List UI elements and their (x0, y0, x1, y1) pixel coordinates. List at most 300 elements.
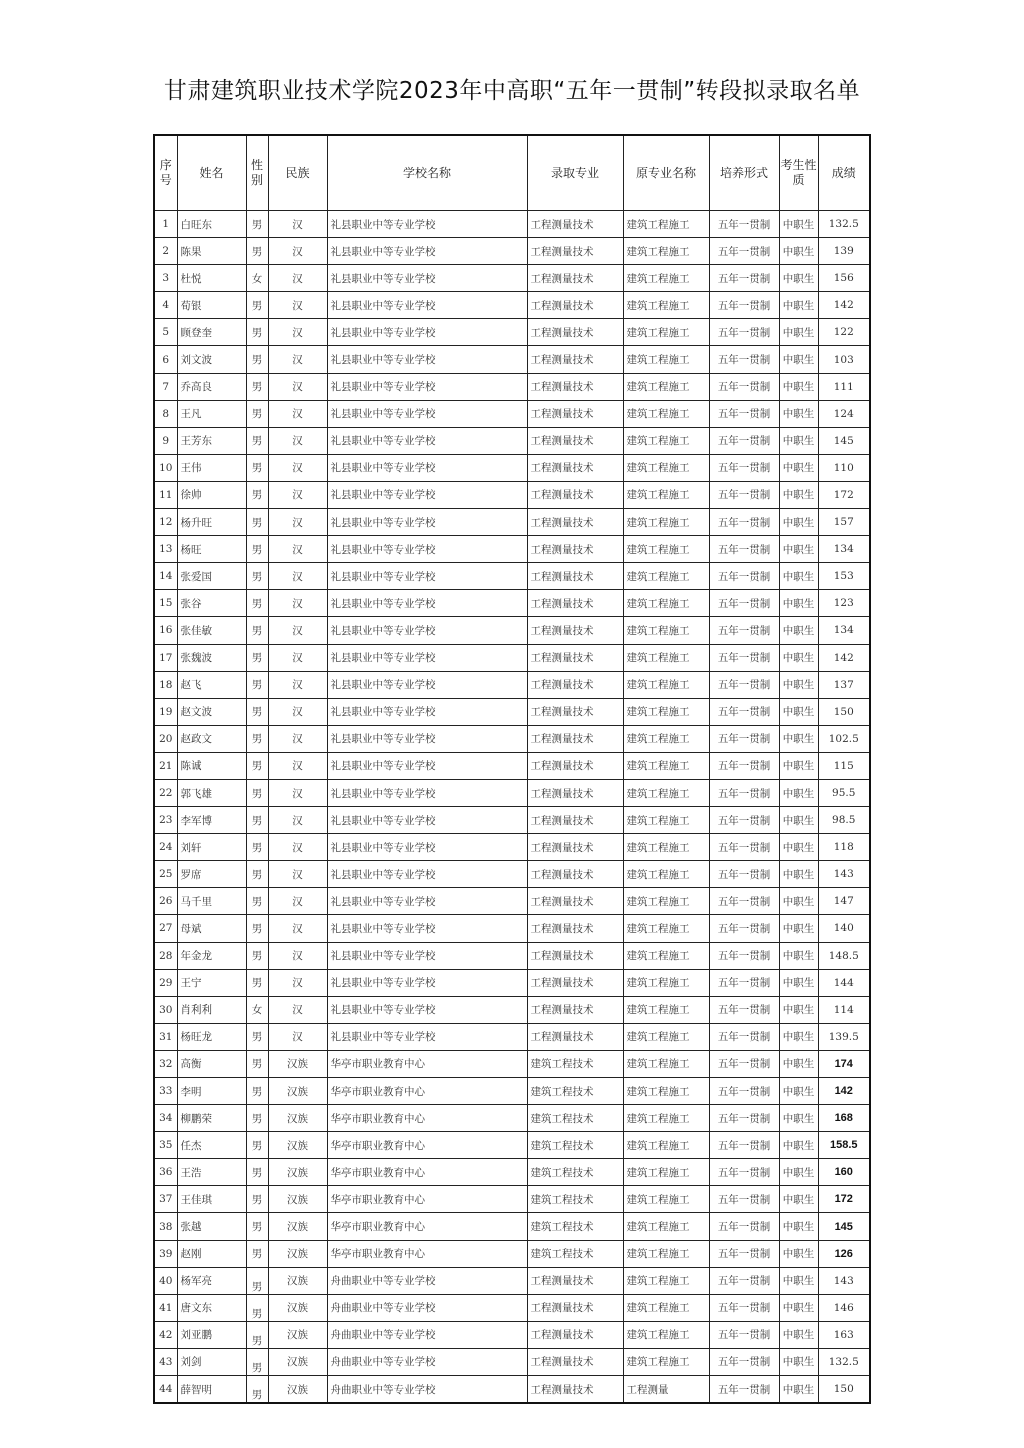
cell-gender: 男 (246, 1105, 268, 1132)
cell-name: 杜悦 (177, 265, 246, 292)
cell-student-type: 中职生 (779, 644, 818, 671)
cell-name: 赵文波 (177, 698, 246, 725)
cell-name: 王宁 (177, 969, 246, 996)
cell-ethnicity: 汉 (268, 888, 327, 915)
column-header-seq-no: 序号 (154, 135, 177, 211)
cell-ethnicity: 汉 (268, 563, 327, 590)
cell-score: 102.5 (818, 725, 870, 752)
cell-student-type: 中职生 (779, 1376, 818, 1404)
cell-school-name: 礼县职业中等专业学校 (327, 996, 527, 1023)
cell-training-form: 五年一贯制 (709, 1294, 779, 1321)
cell-original-major: 建筑工程施工 (623, 1078, 709, 1105)
cell-seq-no: 40 (154, 1267, 177, 1294)
cell-gender: 男 (246, 1240, 268, 1267)
cell-training-form: 五年一贯制 (709, 536, 779, 563)
cell-score: 160 (818, 1159, 870, 1186)
cell-admitted-major: 建筑工程技术 (527, 1132, 623, 1159)
cell-seq-no: 44 (154, 1376, 177, 1404)
table-row (154, 292, 870, 319)
cell-training-form: 五年一贯制 (709, 1050, 779, 1077)
cell-original-major: 建筑工程施工 (623, 1240, 709, 1267)
cell-ethnicity: 汉族 (268, 1132, 327, 1159)
cell-school-name: 礼县职业中等专业学校 (327, 915, 527, 942)
cell-name: 柳鹏荣 (177, 1105, 246, 1132)
cell-seq-no: 16 (154, 617, 177, 644)
cell-training-form: 五年一贯制 (709, 698, 779, 725)
cell-school-name: 礼县职业中等专业学校 (327, 969, 527, 996)
cell-seq-no: 11 (154, 481, 177, 508)
cell-school-name: 舟曲职业中等专业学校 (327, 1348, 527, 1375)
table-row (154, 671, 870, 698)
cell-school-name: 礼县职业中等专业学校 (327, 617, 527, 644)
document-title: 甘肃建筑职业技术学院2023年中高职“五年一贯制”转段拟录取名单 (163, 78, 861, 104)
cell-training-form: 五年一贯制 (709, 346, 779, 373)
cell-seq-no: 24 (154, 834, 177, 861)
cell-student-type: 中职生 (779, 536, 818, 563)
cell-ethnicity: 汉 (268, 671, 327, 698)
cell-original-major: 建筑工程施工 (623, 590, 709, 617)
cell-admitted-major: 工程测量技术 (527, 915, 623, 942)
table-row (154, 238, 870, 265)
cell-school-name: 礼县职业中等专业学校 (327, 563, 527, 590)
cell-admitted-major: 工程测量技术 (527, 427, 623, 454)
cell-gender: 男 (246, 509, 268, 536)
cell-original-major: 建筑工程施工 (623, 752, 709, 779)
cell-score: 150 (818, 698, 870, 725)
cell-training-form: 五年一贯制 (709, 996, 779, 1023)
cell-ethnicity: 汉族 (268, 1078, 327, 1105)
cell-original-major: 建筑工程施工 (623, 1213, 709, 1240)
table-row (154, 1132, 870, 1159)
cell-seq-no: 22 (154, 779, 177, 806)
column-header-score: 成绩 (818, 135, 870, 211)
cell-school-name: 礼县职业中等专业学校 (327, 861, 527, 888)
cell-original-major: 建筑工程施工 (623, 644, 709, 671)
cell-gender: 男 (246, 1348, 268, 1375)
cell-gender: 男 (246, 1294, 268, 1321)
cell-score: 137 (818, 671, 870, 698)
cell-admitted-major: 工程测量技术 (527, 807, 623, 834)
cell-ethnicity: 汉族 (268, 1348, 327, 1375)
cell-admitted-major: 工程测量技术 (527, 969, 623, 996)
cell-admitted-major: 建筑工程技术 (527, 1105, 623, 1132)
cell-school-name: 礼县职业中等专业学校 (327, 346, 527, 373)
cell-admitted-major: 工程测量技术 (527, 319, 623, 346)
cell-ethnicity: 汉 (268, 725, 327, 752)
cell-ethnicity: 汉族 (268, 1240, 327, 1267)
column-header-original-major: 原专业名称 (623, 135, 709, 211)
cell-original-major: 建筑工程施工 (623, 1023, 709, 1050)
cell-seq-no: 17 (154, 644, 177, 671)
table-row (154, 752, 870, 779)
cell-name: 张谷 (177, 590, 246, 617)
cell-school-name: 礼县职业中等专业学校 (327, 779, 527, 806)
cell-score: 163 (818, 1321, 870, 1348)
cell-name: 徐帅 (177, 481, 246, 508)
cell-school-name: 礼县职业中等专业学校 (327, 752, 527, 779)
cell-score: 123 (818, 590, 870, 617)
cell-original-major: 建筑工程施工 (623, 1159, 709, 1186)
cell-admitted-major: 工程测量技术 (527, 373, 623, 400)
cell-school-name: 礼县职业中等专业学校 (327, 265, 527, 292)
cell-student-type: 中职生 (779, 915, 818, 942)
cell-name: 母斌 (177, 915, 246, 942)
cell-ethnicity: 汉 (268, 617, 327, 644)
cell-gender: 男 (246, 292, 268, 319)
cell-training-form: 五年一贯制 (709, 617, 779, 644)
cell-student-type: 中职生 (779, 1294, 818, 1321)
cell-gender: 男 (246, 1159, 268, 1186)
cell-ethnicity: 汉族 (268, 1159, 327, 1186)
cell-name: 杨旺龙 (177, 1023, 246, 1050)
cell-original-major: 建筑工程施工 (623, 400, 709, 427)
cell-original-major: 建筑工程施工 (623, 509, 709, 536)
cell-gender: 男 (246, 969, 268, 996)
cell-training-form: 五年一贯制 (709, 1213, 779, 1240)
cell-original-major: 建筑工程施工 (623, 969, 709, 996)
cell-original-major: 建筑工程施工 (623, 725, 709, 752)
cell-score: 122 (818, 319, 870, 346)
cell-original-major: 建筑工程施工 (623, 211, 709, 238)
cell-school-name: 礼县职业中等专业学校 (327, 1023, 527, 1050)
cell-seq-no: 39 (154, 1240, 177, 1267)
cell-ethnicity: 汉族 (268, 1213, 327, 1240)
cell-original-major: 建筑工程施工 (623, 942, 709, 969)
cell-seq-no: 25 (154, 861, 177, 888)
cell-admitted-major: 工程测量技术 (527, 942, 623, 969)
table-row (154, 373, 870, 400)
cell-ethnicity: 汉 (268, 644, 327, 671)
table-row (154, 1240, 870, 1267)
cell-gender: 男 (246, 211, 268, 238)
cell-score: 156 (818, 265, 870, 292)
column-header-admitted-major: 录取专业 (527, 135, 623, 211)
cell-score: 114 (818, 996, 870, 1023)
cell-score: 118 (818, 834, 870, 861)
cell-admitted-major: 工程测量技术 (527, 698, 623, 725)
cell-original-major: 建筑工程施工 (623, 861, 709, 888)
cell-original-major: 建筑工程施工 (623, 373, 709, 400)
cell-name: 赵飞 (177, 671, 246, 698)
table-row (154, 1050, 870, 1077)
cell-student-type: 中职生 (779, 1159, 818, 1186)
cell-admitted-major: 工程测量技术 (527, 1294, 623, 1321)
cell-name: 赵刚 (177, 1240, 246, 1267)
cell-original-major: 建筑工程施工 (623, 563, 709, 590)
table-row (154, 779, 870, 806)
cell-admitted-major: 工程测量技术 (527, 1321, 623, 1348)
cell-name: 李军博 (177, 807, 246, 834)
cell-training-form: 五年一贯制 (709, 454, 779, 481)
cell-original-major: 建筑工程施工 (623, 1294, 709, 1321)
table-row (154, 1186, 870, 1213)
cell-original-major: 建筑工程施工 (623, 1321, 709, 1348)
cell-student-type: 中职生 (779, 1050, 818, 1077)
cell-ethnicity: 汉族 (268, 1186, 327, 1213)
cell-training-form: 五年一贯制 (709, 590, 779, 617)
cell-original-major: 建筑工程施工 (623, 1186, 709, 1213)
cell-name: 白旺东 (177, 211, 246, 238)
cell-admitted-major: 工程测量技术 (527, 617, 623, 644)
cell-name: 张越 (177, 1213, 246, 1240)
cell-seq-no: 6 (154, 346, 177, 373)
cell-score: 139 (818, 238, 870, 265)
cell-ethnicity: 汉 (268, 1023, 327, 1050)
cell-school-name: 华亭市职业教育中心 (327, 1105, 527, 1132)
admission-list-table (153, 134, 871, 1404)
cell-student-type: 中职生 (779, 752, 818, 779)
cell-training-form: 五年一贯制 (709, 211, 779, 238)
table-row (154, 725, 870, 752)
cell-admitted-major: 建筑工程技术 (527, 1078, 623, 1105)
cell-student-type: 中职生 (779, 1105, 818, 1132)
cell-original-major: 建筑工程施工 (623, 454, 709, 481)
cell-original-major: 建筑工程施工 (623, 427, 709, 454)
cell-name: 杨旺 (177, 536, 246, 563)
cell-student-type: 中职生 (779, 319, 818, 346)
cell-score: 172 (818, 1186, 870, 1213)
cell-school-name: 礼县职业中等专业学校 (327, 942, 527, 969)
cell-original-major: 建筑工程施工 (623, 536, 709, 563)
cell-ethnicity: 汉 (268, 969, 327, 996)
cell-ethnicity: 汉 (268, 292, 327, 319)
cell-gender: 男 (246, 1267, 268, 1294)
cell-training-form: 五年一贯制 (709, 1078, 779, 1105)
cell-ethnicity: 汉 (268, 481, 327, 508)
cell-score: 145 (818, 427, 870, 454)
cell-original-major: 建筑工程施工 (623, 481, 709, 508)
cell-gender: 男 (246, 1078, 268, 1105)
cell-gender: 男 (246, 888, 268, 915)
cell-school-name: 礼县职业中等专业学校 (327, 373, 527, 400)
cell-name: 刘轩 (177, 834, 246, 861)
cell-original-major: 建筑工程施工 (623, 888, 709, 915)
cell-seq-no: 37 (154, 1186, 177, 1213)
cell-gender: 男 (246, 942, 268, 969)
cell-training-form: 五年一贯制 (709, 725, 779, 752)
column-header-student-type: 考生性质 (779, 135, 818, 211)
cell-original-major: 建筑工程施工 (623, 834, 709, 861)
cell-student-type: 中职生 (779, 807, 818, 834)
cell-seq-no: 15 (154, 590, 177, 617)
cell-school-name: 舟曲职业中等专业学校 (327, 1321, 527, 1348)
cell-ethnicity: 汉 (268, 211, 327, 238)
cell-admitted-major: 建筑工程技术 (527, 1159, 623, 1186)
cell-admitted-major: 工程测量技术 (527, 1023, 623, 1050)
cell-ethnicity: 汉 (268, 698, 327, 725)
cell-ethnicity: 汉 (268, 509, 327, 536)
cell-name: 张佳敏 (177, 617, 246, 644)
cell-school-name: 礼县职业中等专业学校 (327, 698, 527, 725)
table-body (154, 211, 870, 1404)
cell-ethnicity: 汉 (268, 861, 327, 888)
cell-student-type: 中职生 (779, 563, 818, 590)
cell-admitted-major: 工程测量技术 (527, 1348, 623, 1375)
cell-student-type: 中职生 (779, 996, 818, 1023)
cell-gender: 女 (246, 265, 268, 292)
cell-name: 王芳东 (177, 427, 246, 454)
table-row (154, 1348, 870, 1375)
cell-score: 111 (818, 373, 870, 400)
cell-seq-no: 19 (154, 698, 177, 725)
cell-original-major: 建筑工程施工 (623, 238, 709, 265)
cell-original-major: 建筑工程施工 (623, 698, 709, 725)
table-row (154, 969, 870, 996)
cell-name: 李明 (177, 1078, 246, 1105)
cell-seq-no: 30 (154, 996, 177, 1023)
cell-student-type: 中职生 (779, 861, 818, 888)
cell-ethnicity: 汉 (268, 536, 327, 563)
cell-original-major: 建筑工程施工 (623, 346, 709, 373)
cell-gender: 男 (246, 590, 268, 617)
cell-original-major: 建筑工程施工 (623, 617, 709, 644)
cell-score: 145 (818, 1213, 870, 1240)
cell-training-form: 五年一贯制 (709, 1348, 779, 1375)
table-row (154, 1376, 870, 1404)
cell-name: 杨军亮 (177, 1267, 246, 1294)
cell-school-name: 礼县职业中等专业学校 (327, 509, 527, 536)
cell-score: 142 (818, 292, 870, 319)
cell-original-major: 建筑工程施工 (623, 996, 709, 1023)
cell-student-type: 中职生 (779, 265, 818, 292)
cell-name: 乔高良 (177, 373, 246, 400)
cell-name: 顾登奎 (177, 319, 246, 346)
cell-admitted-major: 工程测量技术 (527, 996, 623, 1023)
cell-admitted-major: 工程测量技术 (527, 563, 623, 590)
cell-seq-no: 18 (154, 671, 177, 698)
cell-gender: 男 (246, 346, 268, 373)
cell-gender: 男 (246, 644, 268, 671)
cell-student-type: 中职生 (779, 238, 818, 265)
cell-student-type: 中职生 (779, 1213, 818, 1240)
cell-name: 郭飞雄 (177, 779, 246, 806)
cell-student-type: 中职生 (779, 292, 818, 319)
cell-seq-no: 13 (154, 536, 177, 563)
cell-score: 139.5 (818, 1023, 870, 1050)
cell-ethnicity: 汉 (268, 807, 327, 834)
cell-seq-no: 36 (154, 1159, 177, 1186)
cell-ethnicity: 汉 (268, 265, 327, 292)
table-row (154, 427, 870, 454)
cell-seq-no: 12 (154, 509, 177, 536)
cell-training-form: 五年一贯制 (709, 1376, 779, 1404)
cell-student-type: 中职生 (779, 888, 818, 915)
cell-name: 赵政文 (177, 725, 246, 752)
cell-admitted-major: 工程测量技术 (527, 861, 623, 888)
table-row (154, 454, 870, 481)
cell-name: 杨升旺 (177, 509, 246, 536)
cell-seq-no: 7 (154, 373, 177, 400)
cell-school-name: 礼县职业中等专业学校 (327, 481, 527, 508)
cell-seq-no: 38 (154, 1213, 177, 1240)
cell-training-form: 五年一贯制 (709, 481, 779, 508)
cell-name: 刘文波 (177, 346, 246, 373)
cell-training-form: 五年一贯制 (709, 888, 779, 915)
table-row (154, 265, 870, 292)
cell-name: 肖利利 (177, 996, 246, 1023)
cell-seq-no: 31 (154, 1023, 177, 1050)
cell-gender: 男 (246, 563, 268, 590)
cell-admitted-major: 工程测量技术 (527, 644, 623, 671)
cell-seq-no: 42 (154, 1321, 177, 1348)
cell-seq-no: 4 (154, 292, 177, 319)
table-row (154, 1105, 870, 1132)
cell-admitted-major: 工程测量技术 (527, 400, 623, 427)
cell-student-type: 中职生 (779, 698, 818, 725)
table-row (154, 861, 870, 888)
cell-ethnicity: 汉族 (268, 1294, 327, 1321)
cell-student-type: 中职生 (779, 834, 818, 861)
cell-original-major: 建筑工程施工 (623, 265, 709, 292)
cell-school-name: 华亭市职业教育中心 (327, 1132, 527, 1159)
cell-training-form: 五年一贯制 (709, 779, 779, 806)
cell-gender: 男 (246, 861, 268, 888)
cell-training-form: 五年一贯制 (709, 373, 779, 400)
cell-student-type: 中职生 (779, 671, 818, 698)
cell-gender: 男 (246, 725, 268, 752)
cell-training-form: 五年一贯制 (709, 238, 779, 265)
cell-gender: 男 (246, 319, 268, 346)
cell-name: 薛智明 (177, 1376, 246, 1404)
cell-admitted-major: 工程测量技术 (527, 481, 623, 508)
cell-ethnicity: 汉 (268, 834, 327, 861)
table-row (154, 1023, 870, 1050)
cell-admitted-major: 工程测量技术 (527, 454, 623, 481)
cell-training-form: 五年一贯制 (709, 671, 779, 698)
table-row (154, 509, 870, 536)
cell-student-type: 中职生 (779, 211, 818, 238)
cell-name: 陈诚 (177, 752, 246, 779)
table-row (154, 211, 870, 238)
cell-school-name: 华亭市职业教育中心 (327, 1240, 527, 1267)
cell-student-type: 中职生 (779, 1321, 818, 1348)
cell-seq-no: 1 (154, 211, 177, 238)
table-row (154, 346, 870, 373)
table-row (154, 617, 870, 644)
cell-admitted-major: 工程测量技术 (527, 346, 623, 373)
cell-student-type: 中职生 (779, 373, 818, 400)
cell-name: 高衡 (177, 1050, 246, 1077)
column-header-ethnicity: 民族 (268, 135, 327, 211)
table-row (154, 1294, 870, 1321)
cell-ethnicity: 汉 (268, 590, 327, 617)
cell-admitted-major: 工程测量技术 (527, 292, 623, 319)
column-header-gender: 性别 (246, 135, 268, 211)
cell-ethnicity: 汉 (268, 752, 327, 779)
cell-student-type: 中职生 (779, 617, 818, 644)
cell-admitted-major: 工程测量技术 (527, 590, 623, 617)
table-row (154, 942, 870, 969)
cell-gender: 男 (246, 1050, 268, 1077)
cell-training-form: 五年一贯制 (709, 319, 779, 346)
cell-score: 144 (818, 969, 870, 996)
cell-seq-no: 10 (154, 454, 177, 481)
cell-seq-no: 3 (154, 265, 177, 292)
cell-gender: 男 (246, 752, 268, 779)
cell-admitted-major: 建筑工程技术 (527, 1213, 623, 1240)
cell-admitted-major: 工程测量技术 (527, 779, 623, 806)
cell-gender: 男 (246, 427, 268, 454)
cell-school-name: 华亭市职业教育中心 (327, 1050, 527, 1077)
cell-gender: 男 (246, 1186, 268, 1213)
cell-score: 103 (818, 346, 870, 373)
cell-school-name: 礼县职业中等专业学校 (327, 834, 527, 861)
cell-gender: 男 (246, 1132, 268, 1159)
cell-gender: 男 (246, 238, 268, 265)
cell-original-major: 建筑工程施工 (623, 1105, 709, 1132)
cell-school-name: 礼县职业中等专业学校 (327, 400, 527, 427)
table-row (154, 1321, 870, 1348)
